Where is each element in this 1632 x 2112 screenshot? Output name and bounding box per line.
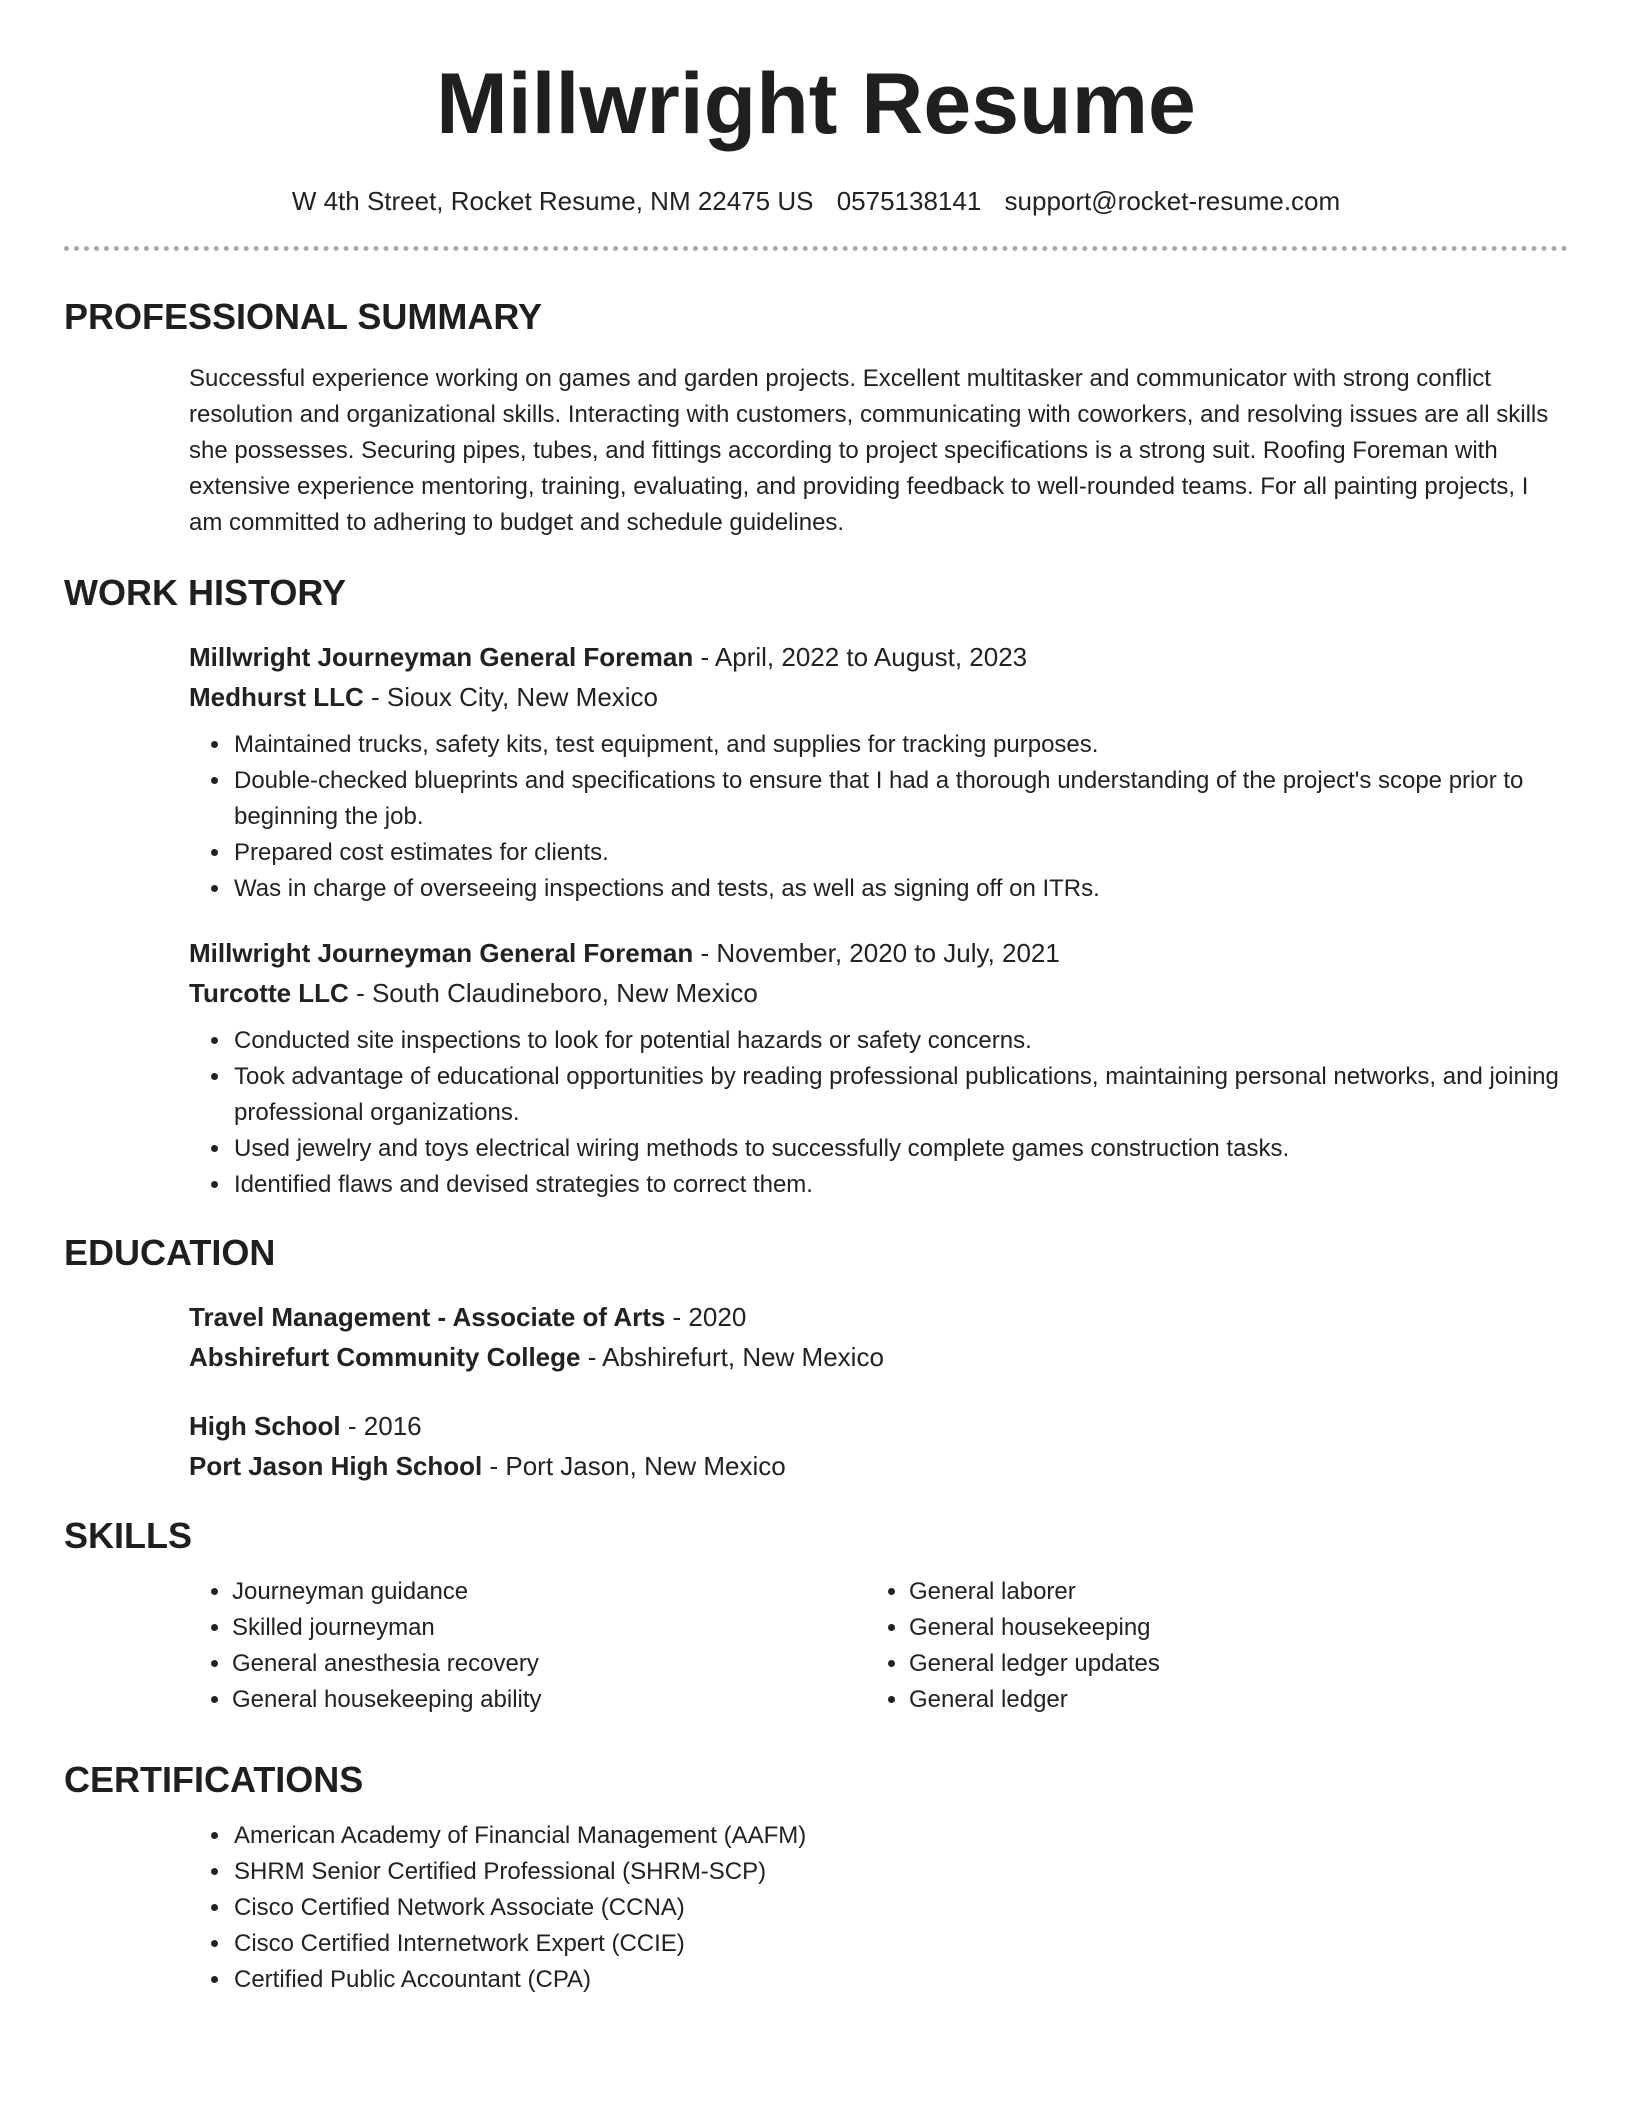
job-duty: • Double-checked blueprints and specifications to ensure that I had a thorough understanding of the project's scope prior to beginning the job. xyxy=(232,763,1568,835)
education-heading: EDUCATION xyxy=(64,1232,276,1273)
job-company: Medhurst LLC xyxy=(189,682,364,712)
header-divider xyxy=(64,246,1568,251)
certification-item: • Certified Public Accountant (CPA) xyxy=(232,1962,1568,1998)
skills-heading: SKILLS xyxy=(64,1515,193,1556)
job-duty: • Used jewelry and toys electrical wiring methods to successfully complete games construction tasks. xyxy=(232,1131,1568,1167)
education-school-line xyxy=(189,1446,1568,1486)
job-duty: • Conducted site inspections to look for potential hazards or safety concerns. xyxy=(232,1023,1568,1059)
job-entry xyxy=(189,933,1568,1013)
skill-item: • General housekeeping xyxy=(909,1610,1160,1646)
job-dates: - November, 2020 to July, 2021 xyxy=(693,938,1060,968)
job-location: - Sioux City, New Mexico xyxy=(363,682,659,712)
education-school-line xyxy=(189,1337,1568,1377)
job-entry xyxy=(189,637,1568,717)
skill-item: • General housekeeping ability xyxy=(232,1682,742,1718)
summary-heading: PROFESSIONAL SUMMARY xyxy=(64,296,543,337)
work-history-heading: WORK HISTORY xyxy=(64,572,347,613)
skill-item: • Journeyman guidance xyxy=(232,1574,742,1610)
job-duties-list xyxy=(64,1023,1568,1203)
skill-item: • Skilled journeyman xyxy=(232,1610,742,1646)
education-school: Port Jason High School xyxy=(189,1451,483,1481)
education-degree-line xyxy=(189,1406,1568,1446)
education-degree: High School xyxy=(189,1411,341,1441)
skills-list-left xyxy=(64,1574,742,1718)
job-title: Millwright Journeyman General Foreman xyxy=(189,938,694,968)
skill-item: • General anesthesia recovery xyxy=(232,1646,742,1682)
certifications-heading: CERTIFICATIONS xyxy=(64,1759,364,1800)
job-company: Turcotte LLC xyxy=(189,978,349,1008)
education-degree: Travel Management - Associate of Arts xyxy=(189,1302,666,1332)
job-duty: • Was in charge of overseeing inspections and tests, as well as signing off on ITRs. xyxy=(232,871,1568,907)
job-duty: • Prepared cost estimates for clients. xyxy=(232,835,1568,871)
education-year: - 2016 xyxy=(340,1411,422,1441)
job-title: Millwright Journeyman General Foreman xyxy=(189,642,694,672)
job-location: - South Claudineboro, New Mexico xyxy=(348,978,758,1008)
job-company-line xyxy=(189,677,1568,717)
summary-text: Successful experience working on games and garden projects. Excellent multitasker and communicator with strong conflict resolution and organizational skills. Interacting with customers, communicating with coworkers, and resolving issues are all skills she possesses. Securing pipes, tubes, and fittings according to project specifications is a strong suit. Roofing Foreman with extensive experience mentoring, training, evaluating, and providing feedback to well-rounded teams. For all painting projects, I am committed to adhering to budget and schedule guidelines. xyxy=(189,365,1549,536)
job-company-line xyxy=(189,973,1568,1013)
certification-item: • Cisco Certified Network Associate (CCNA) xyxy=(232,1890,1568,1926)
certification-item: • SHRM Senior Certified Professional (SHRM-SCP) xyxy=(232,1854,1568,1890)
education-school: Abshirefurt Community College xyxy=(189,1342,581,1372)
job-title-line xyxy=(189,933,1568,973)
job-dates: - April, 2022 to August, 2023 xyxy=(693,642,1028,672)
contact-email: support@rocket-resume.com xyxy=(1004,186,1341,216)
education-degree-line xyxy=(189,1297,1568,1337)
education-year: - 2020 xyxy=(665,1302,747,1332)
education-location: - Abshirefurt, New Mexico xyxy=(580,1342,884,1372)
education-entry xyxy=(189,1406,1568,1486)
education-location: - Port Jason, New Mexico xyxy=(482,1451,786,1481)
certifications-list xyxy=(64,1818,1568,1998)
job-title-line xyxy=(189,637,1568,677)
skill-item: • General ledger xyxy=(909,1682,1160,1718)
skill-item: • General ledger updates xyxy=(909,1646,1160,1682)
job-duty: • Took advantage of educational opportunities by reading professional publications, maintaining personal networks, and joining professional organizations. xyxy=(232,1059,1568,1131)
job-duty: • Maintained trucks, safety kits, test equipment, and supplies for tracking purposes. xyxy=(232,727,1568,763)
contact-address: W 4th Street, Rocket Resume, NM 22475 US xyxy=(291,186,814,216)
skills-columns xyxy=(64,1574,1568,1718)
job-duties-list xyxy=(64,727,1568,907)
skill-item: • General laborer xyxy=(909,1574,1160,1610)
contact-line xyxy=(64,184,1568,218)
certification-item: • Cisco Certified Internetwork Expert (CCIE) xyxy=(232,1926,1568,1962)
contact-phone: 0575138141 xyxy=(836,186,982,216)
job-duty: • Identified flaws and devised strategies to correct them. xyxy=(232,1167,1568,1203)
skills-list-right xyxy=(742,1574,1160,1718)
certification-item: • American Academy of Financial Management (AAFM) xyxy=(232,1818,1568,1854)
education-entry xyxy=(189,1297,1568,1377)
resume-title: Millwright Resume xyxy=(436,56,1196,152)
